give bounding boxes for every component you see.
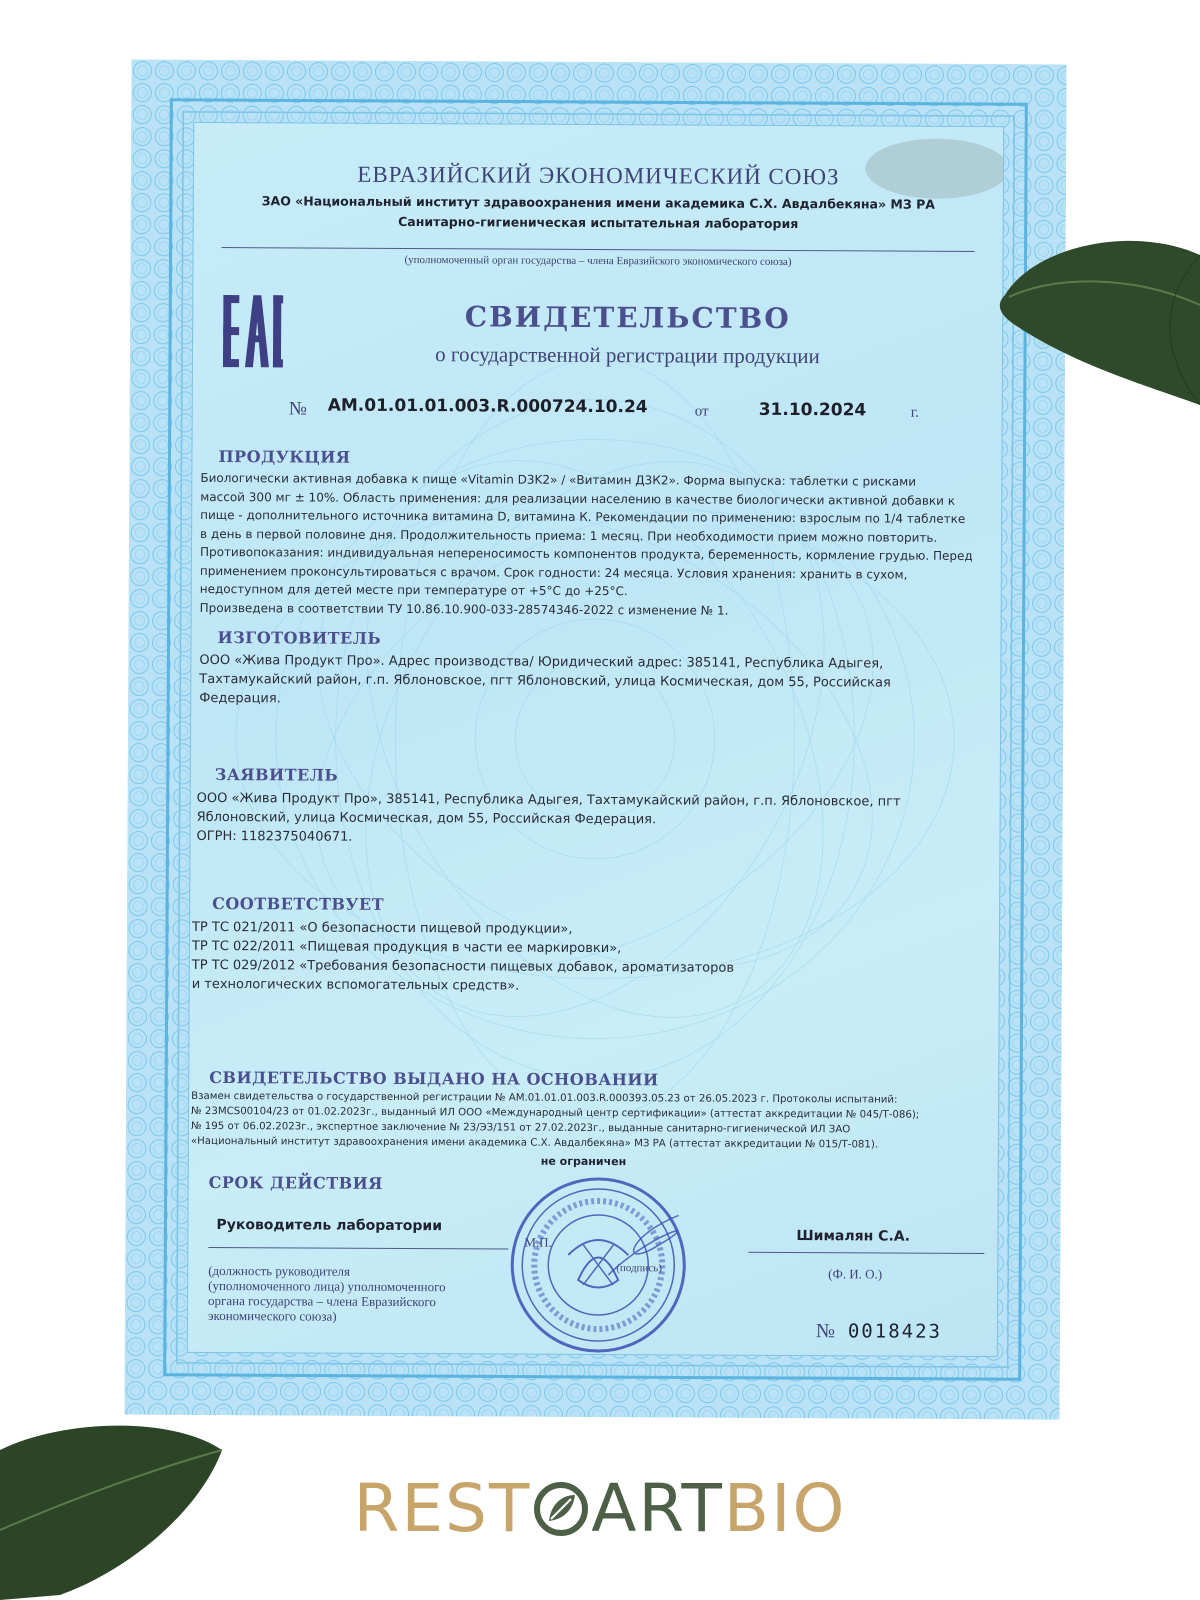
applicant-heading: ЗАЯВИТЕЛЬ bbox=[214, 765, 339, 785]
position-caption-line: (уполномоченного лица) уполномоченного bbox=[208, 1277, 446, 1295]
product-section bbox=[200, 469, 992, 621]
product-line: недоступном для детей месте при температуре от +5°С до +25°С. bbox=[199, 581, 628, 599]
date-from-label: от bbox=[694, 403, 709, 420]
mp-label: М.П. bbox=[524, 1234, 552, 1250]
manufacturer-section bbox=[199, 651, 990, 712]
position-caption-line: экономического союза) bbox=[207, 1307, 337, 1324]
conforms-heading: СООТВЕТСТВУЕТ bbox=[212, 893, 385, 914]
conforms-section bbox=[192, 918, 735, 997]
regulation-line: ТР ТС 029/2012 «Требования безопасности пищевых добавок, ароматизаторов bbox=[191, 957, 735, 976]
institute-name: ЗАО «Национальный институт здравоохранения имени академика С.Х. Авдалбекяна» МЗ РА bbox=[261, 193, 935, 212]
product-heading: ПРОДУКЦИЯ bbox=[218, 447, 351, 467]
product-line: массой 300 мг ± 10%. Область применения: для реализации населению в качестве биологически активной добавки к bbox=[200, 489, 956, 508]
product-line: в день в первой половине дня. Продолжительность приема: 1 месяц. При необходимости прием можно повторить. bbox=[200, 526, 938, 545]
product-line: пище - дополнительного источника витамина D, витамина К. Рекомендации по применению: взрослым по 1/4 таблетке bbox=[200, 507, 966, 526]
applicant-section bbox=[196, 789, 989, 850]
certificate-body bbox=[187, 122, 1004, 1357]
basis-line: № 195 от 06.02.2023г., экспертное заключение № 23/ЭЗ/151 от 27.02.2023г., выданные санитарно-гигиенической ИЛ ЗАО bbox=[190, 1120, 851, 1136]
certificate-number: AM.01.01.01.003.R.000724.10.24 bbox=[327, 395, 648, 418]
fio-caption: (Ф. И. О.) bbox=[828, 1266, 883, 1282]
leaf-top-right-icon bbox=[995, 235, 1200, 425]
position-caption-line: органа государства – члена Евразийского bbox=[208, 1292, 436, 1310]
position-line bbox=[208, 1247, 508, 1250]
brand-bio: BIO bbox=[723, 1470, 847, 1547]
certificate-date: 31.10.2024 bbox=[758, 399, 867, 421]
basis-line: Взамен свидетельства о государственной регистрации № AM.01.01.01.003.R.000393.05.23 от 26.05.2023 г. Протоколы испытаний: bbox=[191, 1090, 898, 1106]
manufacturer-line: Тахтамукайский район, г.п. Яблоновское, пгт Яблоновский, улица Космическая, дом 55, Российская bbox=[199, 671, 891, 691]
certificate-content bbox=[188, 123, 1003, 1356]
basis-heading: СВИДЕТЕЛЬСТВО ВЫДАНО НА ОСНОВАНИИ bbox=[209, 1067, 659, 1090]
manufacturer-heading: ИЗГОТОВИТЕЛЬ bbox=[217, 628, 382, 648]
brand-leaf-icon bbox=[533, 1481, 589, 1537]
basis-line: «Национальный институт здравоохранения имени академика С.Х. Авдалбекяна» МЗ РА (аттестат аккредитации № 015/Т-081). bbox=[190, 1135, 879, 1151]
signature-caption: (подпись) bbox=[616, 1262, 662, 1275]
position-caption-line: (должность руководителя bbox=[208, 1262, 351, 1279]
serial-sign: № bbox=[815, 1320, 836, 1343]
validity-value: не ограничен bbox=[540, 1154, 627, 1169]
signer-name: Шималян С.А. bbox=[796, 1228, 910, 1245]
applicant-line: ОГРН: 1182375040671. bbox=[196, 828, 353, 845]
brand-rest: REST bbox=[353, 1470, 532, 1547]
regulation-line: ТР ТС 021/2011 «О безопасности пищевой продукции», bbox=[191, 919, 573, 937]
validity-heading: СРОК ДЕЙСТВИЯ bbox=[208, 1172, 383, 1193]
basis-section bbox=[191, 1089, 992, 1153]
applicant-line: Яблоновский, улица Космическая, дом 55, Российская Федерация. bbox=[196, 809, 657, 828]
product-line: применением проконсультироваться с врачом. Срок годности: 24 месяца. Условия хранения: хранить в сухом, bbox=[199, 563, 908, 582]
header-divider bbox=[222, 247, 975, 252]
product-line: Противопоказания: индивидуальная непереносимость компонентов продукта, беременность, кормление грудью. Перед bbox=[199, 544, 973, 563]
certificate-sheet bbox=[124, 60, 1066, 1420]
name-line bbox=[748, 1252, 984, 1254]
manufacturer-line: ООО «Жива Продукт Про». Адрес производства/ Юридический адрес: 385141, Республика Адыгея, bbox=[199, 652, 884, 672]
certificate-subtitle: о государственной регистрации продукции bbox=[435, 342, 820, 369]
signer-title: Руководитель лаборатории bbox=[216, 1217, 443, 1235]
date-suffix: г. bbox=[910, 404, 919, 421]
union-title: ЕВРАЗИЙСКИЙ ЭКОНОМИЧЕСКИЙ СОЮЗ bbox=[357, 161, 840, 190]
regulation-line: ТР ТС 022/2011 «Пищевая продукция в части ее маркировки», bbox=[191, 938, 622, 957]
authority-note: (уполномоченный орган государства – члена Евразийского экономического союза) bbox=[404, 253, 792, 269]
serial-number: 0018423 bbox=[847, 1320, 943, 1343]
manufacturer-line: Федерация. bbox=[199, 690, 281, 707]
official-stamp-icon bbox=[508, 1175, 689, 1356]
brand-art: ART bbox=[591, 1470, 724, 1547]
position-caption bbox=[208, 1263, 446, 1324]
product-line: Произведена в соответствии ТУ 10.86.10.900-033-28574346-2022 с изменение № 1. bbox=[199, 600, 729, 618]
brand-logo bbox=[0, 1470, 1200, 1547]
applicant-line: ООО «Жива Продукт Про», 385141, Республика Адыгея, Тахтамукайский район, г.п. Яблоновское, пгт bbox=[196, 790, 901, 810]
lab-name: Санитарно-гигиеническая испытательная лаборатория bbox=[398, 213, 799, 232]
basis-line: № 23MCS00104/23 от 01.02.2023г., выданный ИЛ ООО «Международный центр сертификации» (аттестат аккредитации № 045/Т-086); bbox=[191, 1105, 920, 1121]
certificate-title: СВИДЕТЕЛЬСТВО bbox=[464, 300, 791, 336]
regulation-line: и технологических вспомогательных средств». bbox=[191, 976, 520, 994]
product-line: Биологически активная добавка к пище «Vitamin D3K2» / «Витамин Д3К2». Форма выпуска: таблетки с рисками bbox=[200, 470, 917, 489]
number-sign: № bbox=[288, 398, 307, 420]
